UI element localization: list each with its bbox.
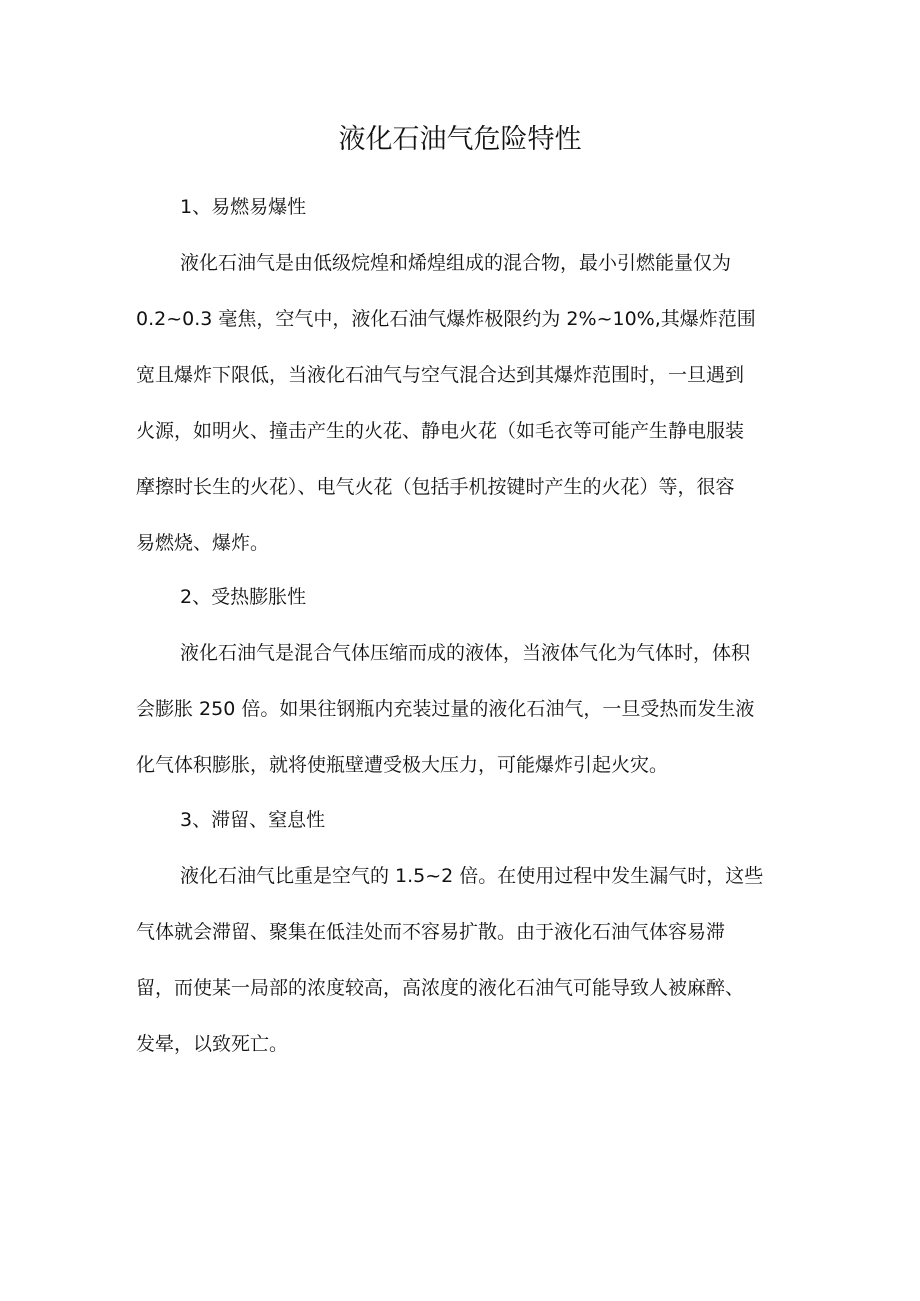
- section-heading-3: 3、滞留、窒息性: [180, 809, 326, 831]
- paragraph-line: 液化石油气是混合气体压缩而成的液体，当液体气化为气体时，体积: [180, 642, 751, 664]
- paragraph-line: 液化石油气比重是空气的 1.5~2 倍。在使用过程中发生漏气时，这些: [180, 865, 764, 887]
- paragraph-line: 火源，如明火、撞击产生的火花、静电火花（如毛衣等可能产生静电服装: [136, 420, 745, 442]
- paragraph-line: 会膨胀 250 倍。如果往钢瓶内充装过量的液化石油气，一旦受热而发生液: [136, 698, 755, 720]
- section-heading-1: 1、易燃易爆性: [180, 196, 307, 218]
- paragraph-line: 摩擦时长生的火花）、电气火花（包括手机按键时产生的火花）等，很容: [136, 476, 735, 498]
- paragraph-line: 化气体积膨胀，就将使瓶壁遭受极大压力，可能爆炸引起火灾。: [136, 754, 669, 776]
- paragraph-line: 发晕，以致死亡。: [136, 1033, 289, 1055]
- paragraph-line: 气体就会滞留、聚集在低洼处而不容易扩散。由于液化石油气体容易滞: [136, 921, 726, 943]
- paragraph-line: 液化石油气是由低级烷煌和烯煌组成的混合物，最小引燃能量仅为: [180, 252, 732, 274]
- paragraph-line: 留，而使某一局部的浓度较高，高浓度的液化石油气可能导致人被麻醉、: [136, 977, 745, 999]
- page-title: 液化石油气危险特性: [338, 124, 582, 155]
- paragraph-line: 0.2~0.3 毫焦，空气中，液化石油气爆炸极限约为 2%~10%,其爆炸范围: [136, 308, 756, 330]
- paragraph-line: 易燃烧、爆炸。: [136, 532, 270, 554]
- paragraph-line: 宽且爆炸下限低，当液化石油气与空气混合达到其爆炸范围时，一旦遇到: [136, 364, 745, 386]
- section-heading-2: 2、受热膨胀性: [180, 586, 307, 608]
